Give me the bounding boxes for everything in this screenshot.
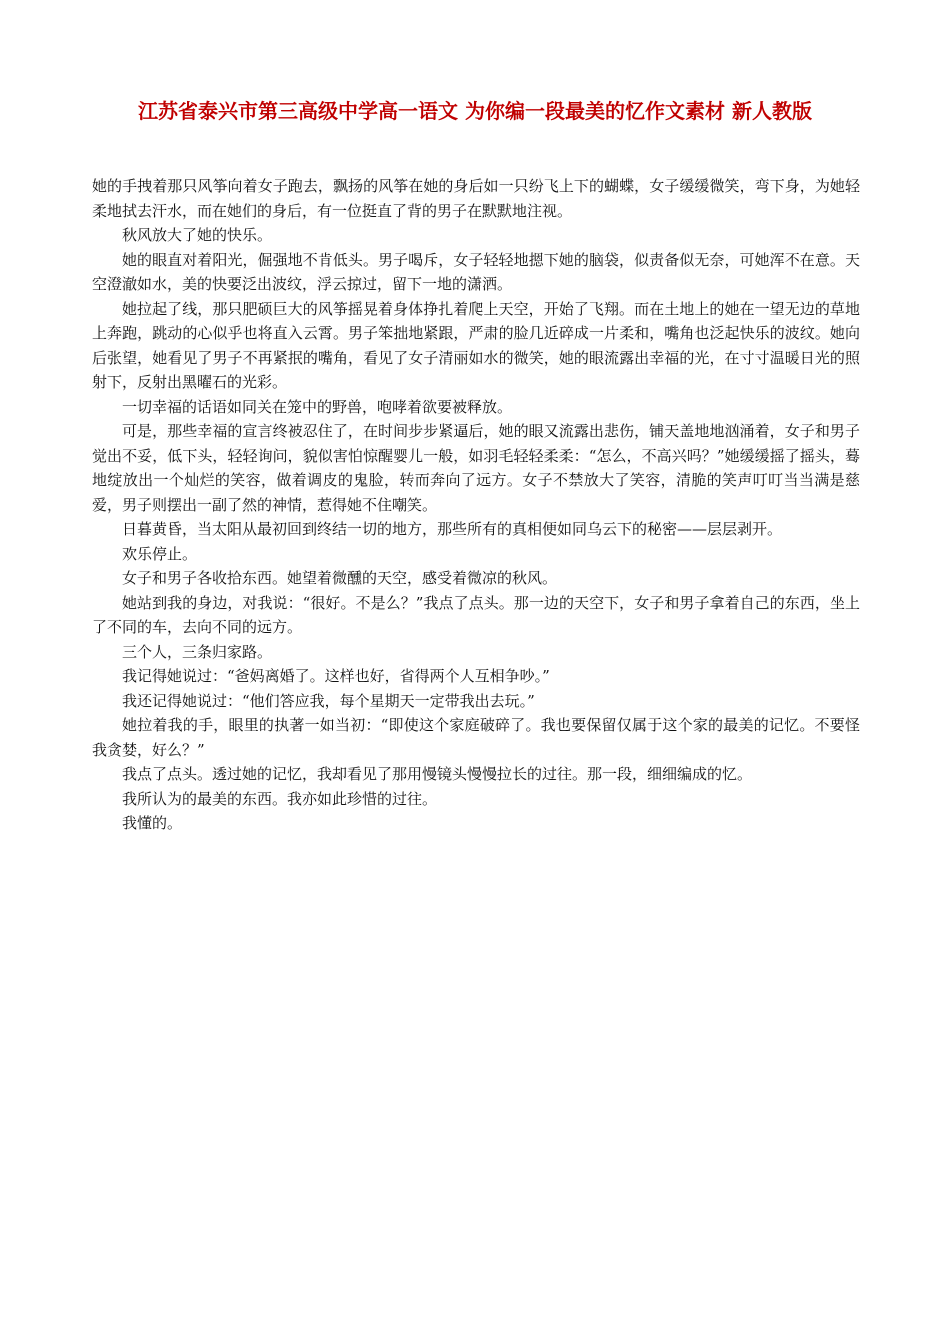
paragraph: 我所认为的最美的东西。我亦如此珍惜的过往。 [122,789,438,808]
paragraph: 我还记得她说过：“他们答应我，每个星期天一定带我出去玩。” [122,691,535,710]
paragraph: 我点了点头。透过她的记忆，我却看见了那用慢镜头慢慢拉长的过往。那一段，细细编成的忆。 [122,765,753,783]
paragraph: 她的手拽着那只风筝向着女子跑去，飘扬的风筝在她的身后如一只纷飞上下的蝴蝶，女子缓缓微笑，弯下身，为她轻柔地拭去汗水，而在她们的身后，有一位挺直了背的男子在默默地注视。 [92,177,860,220]
paragraph: 秋风放大了她的快乐。 [122,226,273,244]
paragraph: 我懂的。 [122,814,183,832]
paragraph: 她站到我的身边，对我说：“很好。不是么？”我点了点头。那一边的天空下，女子和男子拿着自己的东西，坐上了不同的车，去向不同的远方。 [92,593,860,636]
paragraph: 女子和男子各收拾东西。她望着微醺的天空，感受着微凉的秋风。 [122,569,558,587]
paragraph: 她的眼直对着阳光，倔强地不肯低头。男子喝斥，女子轻轻地摁下她的脑袋，似责备似无奈，可她浑不在意。天空澄澈如水，美的快要泛出波纹，浮云掠过，留下一地的潇洒。 [92,250,860,293]
paragraph: 三个人，三条归家路。 [122,642,273,661]
paragraph: 一切幸福的话语如同关在笼中的野兽，咆哮着欲要被释放。 [122,397,513,416]
document-body [92,174,860,836]
paragraph: 欢乐停止。 [122,544,198,563]
paragraph: 她拉着我的手，眼里的执著一如当初：“即使这个家庭破碎了。我也要保留仅属于这个家的最美的记忆。不要怪我贪婪，好么？” [92,716,860,759]
paragraph: 可是，那些幸福的宣言终被忍住了，在时间步步紧逼后，她的眼又流露出悲伤，铺天盖地地汹涌着，女子和男子觉出不妥，低下头，轻轻询问，貌似害怕惊醒婴儿一般，如羽毛轻轻柔柔：“怎么，不高兴吗？”她缓缓摇了摇头，蓦地绽放出一个灿烂的笑容，做着调皮的鬼脸，转而奔向了远方。女子不禁放大了笑容，清脆的笑声叮叮当当满是慈爱，男子则摆出一副了然的神情，惹得她不住嘲笑。 [92,422,860,514]
paragraph: 日暮黄昏，当太阳从最初回到终结一切的地方，那些所有的真相便如同乌云下的秘密——层层剥开。 [122,520,783,538]
paragraph: 我记得她说过：“爸妈离婚了。这样也好，省得两个人互相争吵。” [122,667,550,685]
paragraph: 她拉起了线，那只肥硕巨大的风筝摇晃着身体挣扎着爬上天空，开始了飞翔。而在土地上的她在一望无边的草地上奔跑，跳动的心似乎也将直入云霄。男子笨拙地紧跟，严肃的脸几近碎成一片柔和，嘴角也泛起快乐的波纹。她向后张望，她看见了男子不再紧抿的嘴角，看见了女子清丽如水的微笑，她的眼流露出幸福的光，在寸寸温暖日光的照射下，反射出黑曜石的光彩。 [92,299,860,391]
document-title: 江苏省泰兴市第三高级中学高一语文 为你编一段最美的忆作文素材 新人教版 [138,99,812,123]
